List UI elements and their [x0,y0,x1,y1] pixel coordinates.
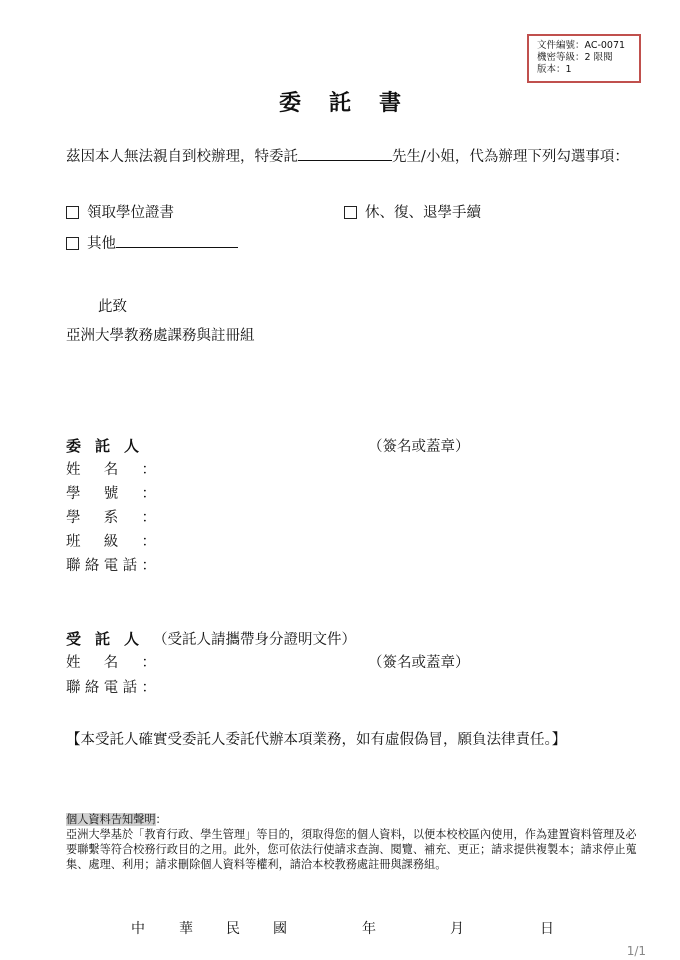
delegator-signature-note: （簽名或蓋章） [368,439,470,455]
delegatee-heading: 受託人 [66,630,154,648]
checkbox-enrollment[interactable] [344,206,357,219]
delegatee-heading-row [66,629,356,650]
option-other-label: 其他 [87,236,116,252]
date-char-4: 國 [273,921,287,937]
intro-paragraph [66,144,646,171]
option-enrollment[interactable] [344,203,481,223]
document-version: 版本：1 [537,64,572,75]
privacy-notice [66,812,646,872]
delegator-field-name[interactable]: 姓名： [66,462,156,478]
date-year: 年 [362,921,376,937]
intro-text-2: 先生/小姐，代為辦理下列勾選事項： [392,149,629,165]
confidentiality-level: 機密等級：2 限閱 [537,52,613,63]
option-enrollment-label: 休、復、退學手續 [365,205,481,221]
delegatee-name-blank[interactable] [298,146,392,161]
date-char-1: 中 [131,921,145,937]
date-day: 日 [540,921,554,937]
recipient: 亞洲大學教務處課務與註冊組 [66,328,255,344]
option-other[interactable] [66,233,238,254]
privacy-heading-colon: ： [155,813,167,826]
delegator-heading: 委託人 [66,437,154,455]
date-char-3: 民 [226,921,240,937]
delegator-field-id[interactable]: 學號： [66,486,156,502]
option-diploma-label: 領取學位證書 [87,205,174,221]
delegator-field-dept[interactable]: 學系： [66,510,156,526]
document-number: 文件編號：AC-0071 [537,40,626,51]
intro-text-1: 茲因本人無法親自到校辦理，特委託 [66,149,298,165]
date-char-2: 華 [179,921,193,937]
page-number: 1/1 [626,944,646,958]
delegator-field-class[interactable]: 班級： [66,534,156,550]
option-diploma[interactable] [66,203,174,223]
salutation: 此致 [98,299,127,315]
delegator-field-phone[interactable]: 聯絡電話： [66,558,156,574]
declaration: 【本受託人確實受委託人委託代辦本項業務，如有虛假偽冒，願負法律責任。】 [66,732,567,748]
other-blank[interactable] [116,233,238,248]
privacy-heading: 個人資料告知聲明 [66,813,156,826]
page-title: 委託書 [278,90,429,116]
delegatee-heading-note: （受託人請攜帶身分證明文件） [153,632,357,648]
delegatee-signature-note: （簽名或蓋章） [368,655,470,671]
document-info-box [527,34,641,83]
date-month: 月 [450,921,464,937]
checkbox-diploma[interactable] [66,206,79,219]
delegatee-field-name[interactable]: 姓名： [66,655,156,671]
delegatee-field-phone[interactable]: 聯絡電話： [66,680,156,696]
checkbox-other[interactable] [66,237,79,250]
privacy-body: 亞洲大學基於「教育行政、學生管理」等目的，須取得您的個人資料，以便本校校區內使用，作為建置資料管理及必要聯繫等符合校務行政目的之用。此外，您可依法行使請求查詢、閱覽、補充、更正；請求提供複製本；請求停止蒐集、處理、利用；請求刪除個人資料等權利，請洽本校教務處註冊與課務組。 [66,828,637,871]
